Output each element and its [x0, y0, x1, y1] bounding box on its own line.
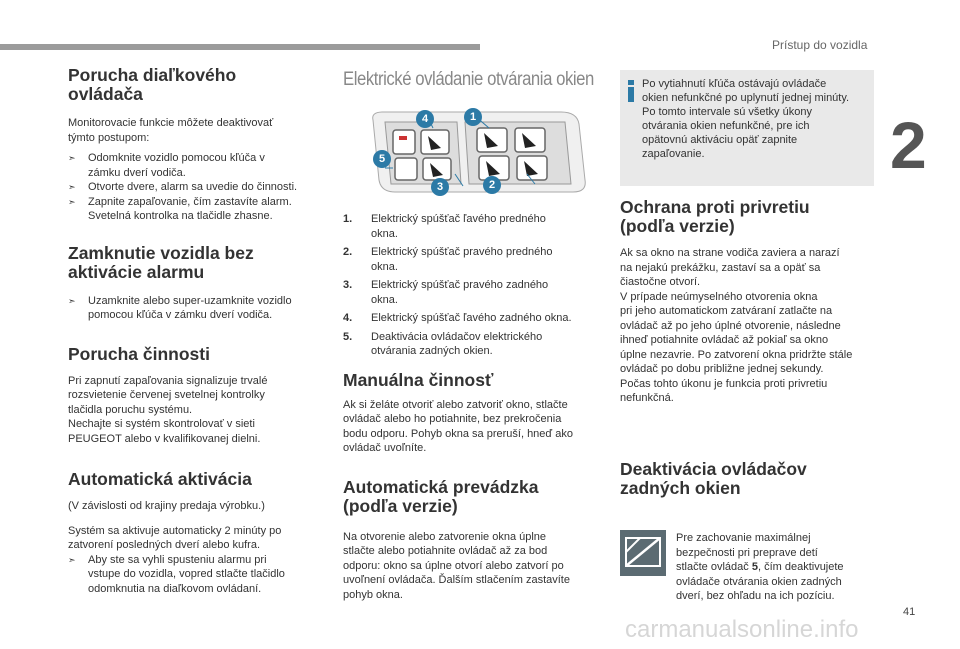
column-left	[68, 66, 330, 596]
page-number: 41	[903, 606, 916, 618]
paragraph: (V závislosti od krajiny predaja výrobku.)	[68, 500, 265, 512]
info-box	[620, 70, 874, 186]
paragraph: Na otvorenie alebo zatvorenie okna úplne stlačte alebo potiahnite ovládač až za bod odporu: okno sa úplne otvorí alebo zatvorí po uvoľnení ovládača. Ďalším stlačením zastavíte pohyb okna.	[343, 530, 570, 601]
numbered-list	[343, 212, 605, 602]
paragraph: Systém sa aktivuje automaticky 2 minúty po zatvorení posledných dverí alebo kufra.	[68, 524, 282, 551]
section-title: Elektrické ovládanie otvárania okien	[343, 69, 594, 90]
bullet-icon: ➣	[68, 295, 76, 306]
badge-4: 4	[416, 110, 434, 128]
list-item: 3. Elektrický spúšťač pravého zadného okna.	[343, 279, 549, 306]
info-text: Po vytiahnutí kľúča ostávajú ovládače okien nefunkčné po uplynutí jednej minúty. Po tomto intervale sú všetky úkony otvárania okien nefunkčné, pre ich opätovnú aktiváciu opäť zapnite zapaľovanie.	[642, 78, 850, 160]
section-title: Zamknutie vozidla bez aktivácie alarmu	[68, 242, 254, 282]
paragraph: Ak sa okno na strane vodiča zaviera a narazí na nejakú prekážku, zastaví sa a opäť sa čiastočne otvorí. V prípade neúmyselného otvorenia okna pri jeho automatickom zatváraní zatlačte na ovládač až po jeho úplné otvorenie, následne ihneď potiahnite ovládač až pokiaľ sa okno úplne nezavrie. Po zatvorení okna pridržte stále ovládač po dobu približne jednej sekundy. Počas tohto úkonu je funkcia proti privretiu nefunkčná.	[620, 247, 853, 404]
section-title: Deaktivácia ovládačov zadných okien	[620, 458, 807, 498]
list-item: ➣ Otvorte dvere, alarm sa uvedie do činnosti.	[68, 181, 298, 193]
badge-3: 3	[431, 178, 449, 196]
badge-1: 1	[464, 108, 482, 126]
list-item: 1. Elektrický spúšťač ľavého predného okna.	[343, 213, 546, 240]
badge-2: 2	[483, 176, 501, 194]
section-title: Porucha diaľkového ovládača	[68, 65, 237, 104]
chapter-number: 2	[890, 108, 927, 182]
section-title: Automatická prevádzka (podľa verzie)	[343, 476, 539, 516]
section-title: Ochrana proti privretiu (podľa verzie)	[620, 197, 810, 236]
bullet-icon: ➣	[68, 196, 76, 207]
section-title: Manuálna činnosť	[343, 369, 494, 390]
paragraph: Pri zapnutí zapaľovania signalizuje trvalé rozsvietenie červenej svetelnej kontrolky tlačidla poruchu systému. Nechajte si systém skontrolovať v sieti PEUGEOT alebo v kvalifikovanej dielni.	[68, 374, 268, 445]
chapter-title: Prístup do vozidla	[772, 38, 868, 52]
list-item: 5. Deaktivácia ovládačov elektrického otvárania zadných okien.	[343, 330, 543, 357]
watermark: carmanualsonline.info	[625, 616, 859, 643]
badge-5: 5	[373, 150, 391, 168]
window-lock-icon	[620, 530, 666, 576]
list-item: ➣ Zapnite zapaľovanie, čím zastavíte alarm. Svetelná kontrolka na tlačidle zhasne.	[68, 195, 292, 222]
paragraph: Monitorovacie funkcie môžete deaktivovať týmto postupom:	[68, 117, 274, 144]
list-item: ➣ Aby ste sa vyhli spusteniu alarmu pri vstupe do vozidla, vopred stlačte tlačidlo odomknutia na diaľkovom ovládaní.	[68, 553, 285, 595]
list-item: 2. Elektrický spúšťač pravého predného okna.	[343, 246, 553, 273]
header-rule	[0, 44, 480, 50]
column-right	[620, 198, 876, 498]
column-middle	[343, 69, 605, 601]
bullet-icon: ➣	[68, 153, 76, 163]
section-title: Porucha činnosti	[68, 343, 210, 364]
paragraph: Ak si želáte otvoriť alebo zatvoriť okno, stlačte ovládač alebo ho potiahnite, bez prekročenia bodu odporu. Pohyb okna sa preruší, hneď ako ovládač uvoľníte.	[343, 398, 573, 454]
child-lock-icon-box	[620, 530, 666, 576]
bullet-icon: ➣	[68, 554, 76, 565]
paragraph: Pre zachovanie maximálnej bezpečnosti pri preprave detí stlačte ovládač 5, čím deaktivujete ovládače otvárania okien zadných dverí, bez ohľadu na ich pozíciu.	[676, 532, 844, 602]
list-item: 4. Elektrický spúšťač ľavého zadného okna.	[343, 312, 572, 324]
bullet-icon: ➣	[68, 182, 76, 192]
list-item: ➣ Odomknite vozidlo pomocou kľúča v zámku dverí vodiča.	[68, 152, 265, 179]
info-icon	[626, 80, 636, 102]
section-title: Automatická aktivácia	[68, 469, 252, 489]
list-item: ➣ Uzamknite alebo super-uzamknite vozidlo pomocou kľúča v zámku dverí vodiča.	[68, 294, 292, 321]
